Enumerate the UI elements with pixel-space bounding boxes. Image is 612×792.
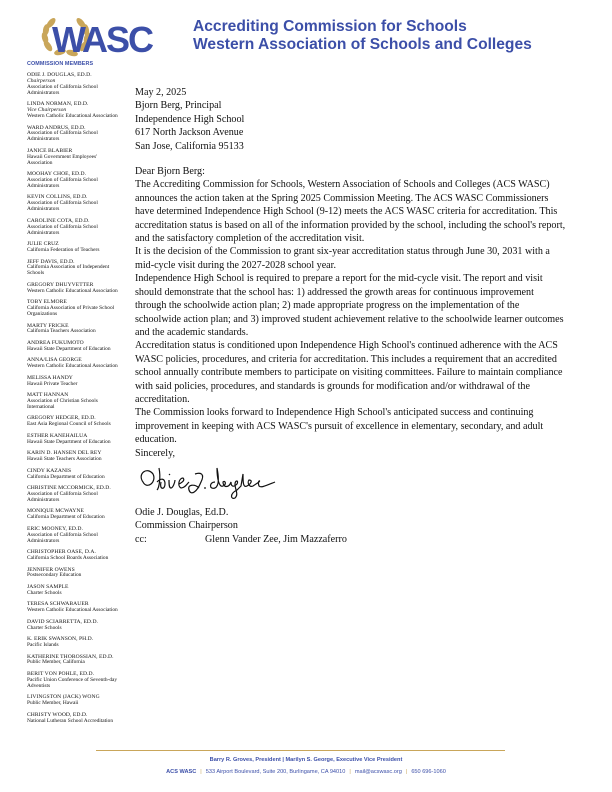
commission-member [27, 260, 137, 278]
wasc-logo [38, 14, 178, 62]
commission-members-list [27, 73, 137, 730]
commission-member [27, 219, 137, 237]
member-affiliation: Association [27, 159, 53, 166]
commission-member [27, 149, 137, 167]
letter-date: May 2, 2025 [135, 87, 187, 98]
commission-member [27, 602, 137, 614]
member-affiliation: Administrators [27, 136, 60, 143]
member-affiliation: International [27, 403, 55, 410]
commission-member [27, 434, 137, 446]
commission-member [27, 300, 137, 318]
member-name: CAROLINE COTA, ED.D. [27, 217, 90, 224]
address-line: 617 North Jackson Avenue [135, 127, 244, 139]
commission-member [27, 713, 137, 725]
member-affiliation: Pacific Union Conference of Seventh-day [27, 676, 118, 683]
member-affiliation: Association of California School [27, 223, 98, 230]
member-name: MELISSA HANDY [27, 374, 73, 381]
footer-contact: ACS WASC | 533 Airport Boulevard, Suite 200, Burlingame, CA 94010 | mail@acswasc.org | 650 696-1060 [166, 769, 446, 775]
member-affiliation: Pacific Islands [27, 642, 59, 649]
member-name: ANDREA FUKUMOTO [27, 339, 84, 346]
member-affiliation: Administrators [27, 537, 60, 544]
member-affiliation: Western Catholic Educational Association [27, 287, 118, 294]
commission-member [27, 568, 137, 580]
commission-member [27, 242, 137, 254]
address-line: Bjorn Berg, Principal [135, 100, 222, 112]
member-affiliation: Charter Schools [27, 589, 62, 596]
commission-member [27, 416, 137, 428]
commission-members-heading: COMMISSION MEMBERS [27, 61, 94, 67]
footer-leadership: Barry R. Groves, President | Marilyn S. George, Executive Vice President [209, 757, 403, 763]
member-name: MARTY FRICKE [27, 322, 69, 329]
member-affiliation: Public Member, Hawaii [27, 700, 79, 707]
commission-member [27, 486, 137, 504]
member-name: LINDA NORMAN, ED.D. [27, 101, 89, 108]
member-name: ESTHER KANEHAILUA [27, 432, 88, 439]
cc-label: cc: [135, 533, 147, 545]
member-affiliation: Administrators [27, 89, 60, 96]
member-affiliation: Postsecondary Education [27, 572, 82, 579]
member-name: K. ERIK SWANSON, PH.D. [27, 636, 94, 643]
member-name: GREGORY DHUYVETTER [27, 281, 94, 288]
commission-member [27, 695, 137, 707]
member-role: Vice Chairperson [27, 107, 67, 114]
member-name: JASON SAMPLE [27, 583, 69, 590]
member-name: ANNA/LISA GEORGE [27, 357, 82, 364]
member-affiliation: Administrators [27, 206, 60, 213]
address-line: Independence High School [135, 113, 245, 125]
commission-member [27, 324, 137, 336]
member-name: ODIE J. DOUGLAS, ED.D. [27, 72, 92, 78]
commission-member [27, 655, 137, 667]
member-name: CHRISTOPHER OASE, D.A. [27, 549, 96, 556]
member-affiliation: Association of California School [27, 83, 98, 90]
footer-phone: 650 696-1060 [411, 769, 446, 775]
commission-member [27, 585, 137, 597]
member-affiliation: Western Catholic Educational Association [27, 113, 118, 120]
closing: Sincerely, [135, 447, 175, 459]
commission-member [27, 341, 137, 353]
cc-line [135, 533, 567, 546]
member-name: MONIQUE MCWAYNE [27, 508, 84, 515]
member-name: KEVIN COLLINS, ED.D. [27, 194, 88, 201]
cc-recipients: Glenn Vander Zee, Jim Mazzaferro [205, 533, 347, 545]
member-affiliation: California Association of Private School [27, 305, 115, 312]
paragraph: The Commission looks forward to Independence High School's anticipated success and continuing improvement in keeping with ACS WASC's pursuit of excellence in elementary, secondary, and adult education. [135, 407, 544, 446]
member-affiliation: California Federation of Teachers [27, 247, 100, 253]
commission-member [27, 283, 137, 295]
member-name: LIVINGSTON (JACK) WONG [27, 694, 100, 701]
member-name: KARIN D. HANSEN DEL REY [27, 450, 102, 457]
member-affiliation: California School Boards Association [27, 555, 109, 562]
member-name: JEFF DAVIS, ED.D. [27, 258, 75, 265]
member-affiliation: Public Member, California [27, 659, 85, 666]
member-name: JANICE BLABIER [27, 147, 73, 154]
member-name: BERIT VON POHLE, ED.D. [27, 670, 95, 677]
member-affiliation: California Teachers Association [27, 328, 96, 335]
member-affiliation: Hawaii State Department of Education [27, 438, 111, 445]
member-affiliation: Hawaii State Teachers Association [27, 456, 102, 463]
member-affiliation: National Lutheran School Accreditation [27, 717, 114, 724]
member-affiliation: Organizations [27, 311, 58, 318]
member-affiliation: Association of California School [27, 200, 98, 207]
signer-title: Commission Chairperson [135, 520, 238, 532]
member-name: KATHERINE THOROSSIAN, ED.D. [27, 653, 114, 660]
header-title-line1: Accrediting Commission for Schools [193, 18, 467, 35]
member-name: CINDY KAZANIS [27, 467, 72, 474]
commission-member [27, 73, 137, 97]
header-title-line2: Western Association of Schools and Colleges [193, 36, 532, 53]
member-affiliation: Association of California School [27, 177, 98, 184]
member-name: MOOHAY CHOE, ED.D. [27, 171, 87, 178]
logo-wordmark: WASC [52, 19, 152, 60]
salutation: Dear Bjorn Berg: [135, 166, 205, 178]
member-name: MATT HANNAN [27, 392, 69, 399]
commission-member [27, 672, 137, 690]
commission-member [27, 172, 137, 190]
commission-member [27, 527, 137, 545]
commission-member [27, 620, 137, 632]
commission-member [27, 637, 137, 649]
member-affiliation: Adventists [27, 682, 51, 689]
member-name: CHRISTINE MCCORMICK, ED.D. [27, 485, 111, 492]
member-affiliation: Charter Schools [27, 624, 62, 631]
member-name: JENNIFER OWENS [27, 566, 75, 573]
paragraph: It is the decision of the Commission to grant six-year accreditation status through June 30, 2031 with a mid-cycle visit during the 2027-2028 school year. [135, 246, 550, 271]
member-affiliation: Hawaii State Department of Education [27, 345, 111, 352]
member-affiliation: Administrators [27, 496, 60, 503]
member-name: JULIE CRUZ [27, 241, 59, 248]
member-affiliation: Western Catholic Educational Association [27, 607, 118, 614]
member-affiliation: Hawaii Government Employees' [27, 153, 98, 160]
recipient-address [135, 99, 567, 153]
letter-body [135, 86, 567, 546]
member-role: Chairperson [27, 77, 56, 84]
address-line: San Jose, California 95133 [135, 140, 244, 152]
commission-member [27, 126, 137, 144]
commission-member [27, 509, 137, 521]
member-name: TERESA SCHWABAUER [27, 601, 89, 608]
member-name: DAVID SCIARRETTA, ED.D. [27, 618, 98, 625]
footer-org: ACS WASC [166, 769, 197, 775]
commission-member [27, 102, 137, 120]
commission-member [27, 393, 137, 411]
member-affiliation: Schools [27, 270, 45, 277]
footer-email[interactable]: mail@acswasc.org [354, 769, 402, 775]
commission-member [27, 550, 137, 562]
member-name: ERIC MOONEY, ED.D. [27, 525, 83, 532]
member-affiliation: California Department of Education [27, 514, 105, 521]
member-affiliation: Association of California School [27, 130, 98, 137]
commission-member [27, 358, 137, 370]
member-name: TOBY ELMORE [27, 299, 67, 306]
member-affiliation: Administrators [27, 229, 60, 236]
member-affiliation: Association of California School [27, 531, 98, 538]
signer-name: Odie J. Douglas, Ed.D. [135, 506, 229, 518]
member-affiliation: Association of Christian Schools [27, 398, 98, 405]
commission-member [27, 195, 137, 213]
commission-member [27, 469, 137, 481]
member-affiliation: Western Catholic Educational Association [27, 363, 118, 370]
member-name: WARD ANDRUS, ED.D. [27, 124, 86, 131]
footer-address: 533 Airport Boulevard, Suite 200, Burlingame, CA 94010 [205, 769, 346, 775]
paragraph: Accreditation status is conditioned upon Independence High School's continued adherence with the ACS WASC policies, procedures, and criteria for accreditation. This includes a requirement that an accredited school annually contribute members to participate on visiting committees. Failure to maintain compliance with said policies, procedures, and standards is grounds for modification and/or withdrawal of the accreditation. [135, 340, 563, 405]
member-name: CHRISTY WOOD, ED.D. [27, 711, 88, 718]
footer-divider [96, 750, 505, 751]
member-affiliation: California Department of Education [27, 473, 105, 480]
member-affiliation: California Association of Independent [27, 264, 110, 271]
member-name: GREGORY HEDGER, ED.D. [27, 415, 96, 422]
member-affiliation: Association of California School [27, 491, 98, 497]
member-affiliation: Administrators [27, 182, 60, 189]
commission-member [27, 451, 137, 463]
member-affiliation: Hawaii Private Teacher [27, 380, 78, 387]
paragraph: The Accrediting Commission for Schools, Western Association of Schools and Colleges (ACS WASC) announces the action taken at the Spring 2025 Commission Meeting. The ACS WASC Commissioners have determined Independence High School (9-12) meets the ACS WASC criteria for accreditation. This accreditation status is based on all of the information provided by the school, including the school's report, and the satisfactory completion of the accreditation visit. [135, 179, 566, 245]
paragraph: Independence High School is required to prepare a report for the mid-cycle visit. The report and visit should demonstrate that the school has: 1) addressed the growth areas for continuous improvement through the schoolwide action plan; 2) made appropriate progress on the implementation of the schoolwide action plan; and 3) improved student achievement relative to the schoolwide learner outcomes and the academic standards. [135, 273, 564, 338]
commission-member [27, 376, 137, 388]
member-affiliation: East Asia Regional Council of Schools [27, 421, 111, 428]
signature [135, 460, 285, 500]
